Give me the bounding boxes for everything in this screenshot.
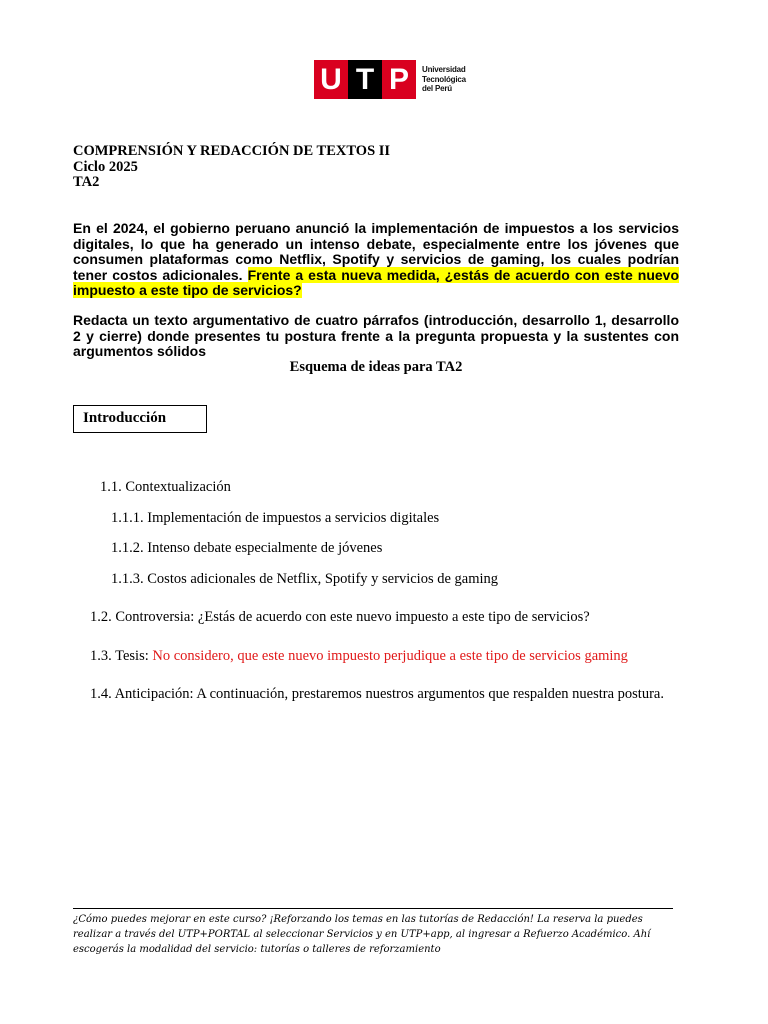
section-box-introduccion: Introducción: [73, 405, 207, 433]
context-paragraph: [73, 221, 679, 299]
instruction-paragraph: Redacta un texto argumentativo de cuatro párrafos (introducción, desarrollo 1, desarrollo 2 y cierre) donde presentes tu postura frente a la pregunta propuesta y la sustentes con argumentos sólidos: [73, 312, 679, 359]
logo-text-line-2: Tecnológica: [422, 74, 466, 84]
context-text: En el 2024, el gobierno peruano anunció la implementación de impuestos a los servicios digitales, lo que ha generado un intenso debate, especialmente entre los jóvenes que consumen plataformas como Netflix, Spotify y servicios de gaming, los cuales podrían tener costos adicionales.: [73, 220, 679, 283]
outline-item-1-3: [90, 648, 628, 665]
document-header: [73, 144, 390, 191]
footnote: ¿Cómo puedes mejorar en este curso? ¡Reforzando los temas en las tutorías de Redacción! La reserva la puedes realizar a través del UTP+PORTAL al seleccionar Servicios y en UTP+app, al ingresar a Refuerzo Académico. Ahí escogerás la modalidad del servicio: tutorías o talleres de reforzamiento: [73, 914, 651, 955]
logo-text-line-1: Universidad: [422, 65, 466, 75]
thesis-label: 1.3. Tesis:: [90, 648, 153, 664]
logo-wordmark: [422, 65, 466, 94]
outline-item-1-1: 1.1. Contextualización: [100, 479, 231, 495]
logo-letter-u: U: [314, 60, 348, 99]
outline-item-1-1-1: 1.1.1. Implementación de impuestos a servicios digitales: [111, 510, 440, 526]
outline-item-1-1-3: 1.1.3. Costos adicionales de Netflix, Spotify y servicios de gaming: [111, 571, 499, 587]
logo-letter-p: P: [382, 60, 416, 99]
logo-letter-t: T: [348, 60, 382, 99]
course-title: COMPRENSIÓN Y REDACCIÓN DE TEXTOS II: [73, 143, 391, 159]
utp-logo: [314, 60, 466, 99]
highlighted-question: Frente a esta nueva medida, ¿estás de acuerdo con este nuevo impuesto a este tipo de servicios?: [73, 266, 680, 298]
outline-item-1-2: 1.2. Controversia: ¿Estás de acuerdo con este nuevo impuesto a este tipo de servicios?: [90, 609, 590, 625]
outline-item-1-1-2: 1.1.2. Intenso debate especialmente de jóvenes: [111, 540, 383, 556]
cycle-label: Ciclo 2025: [73, 158, 138, 175]
thesis-text: No considero, que este nuevo impuesto perjudique a este tipo de servicios gaming: [152, 648, 628, 664]
logo-text-line-3: del Perú: [422, 84, 452, 94]
outline-title: Esquema de ideas para TA2: [289, 359, 463, 375]
footnote-separator: [73, 908, 673, 909]
task-label: TA2: [73, 174, 100, 190]
logo-mark: [314, 60, 416, 99]
outline-item-1-4: 1.4. Anticipación: A continuación, prestaremos nuestros argumentos que respalden nuestra postura.: [90, 686, 664, 702]
